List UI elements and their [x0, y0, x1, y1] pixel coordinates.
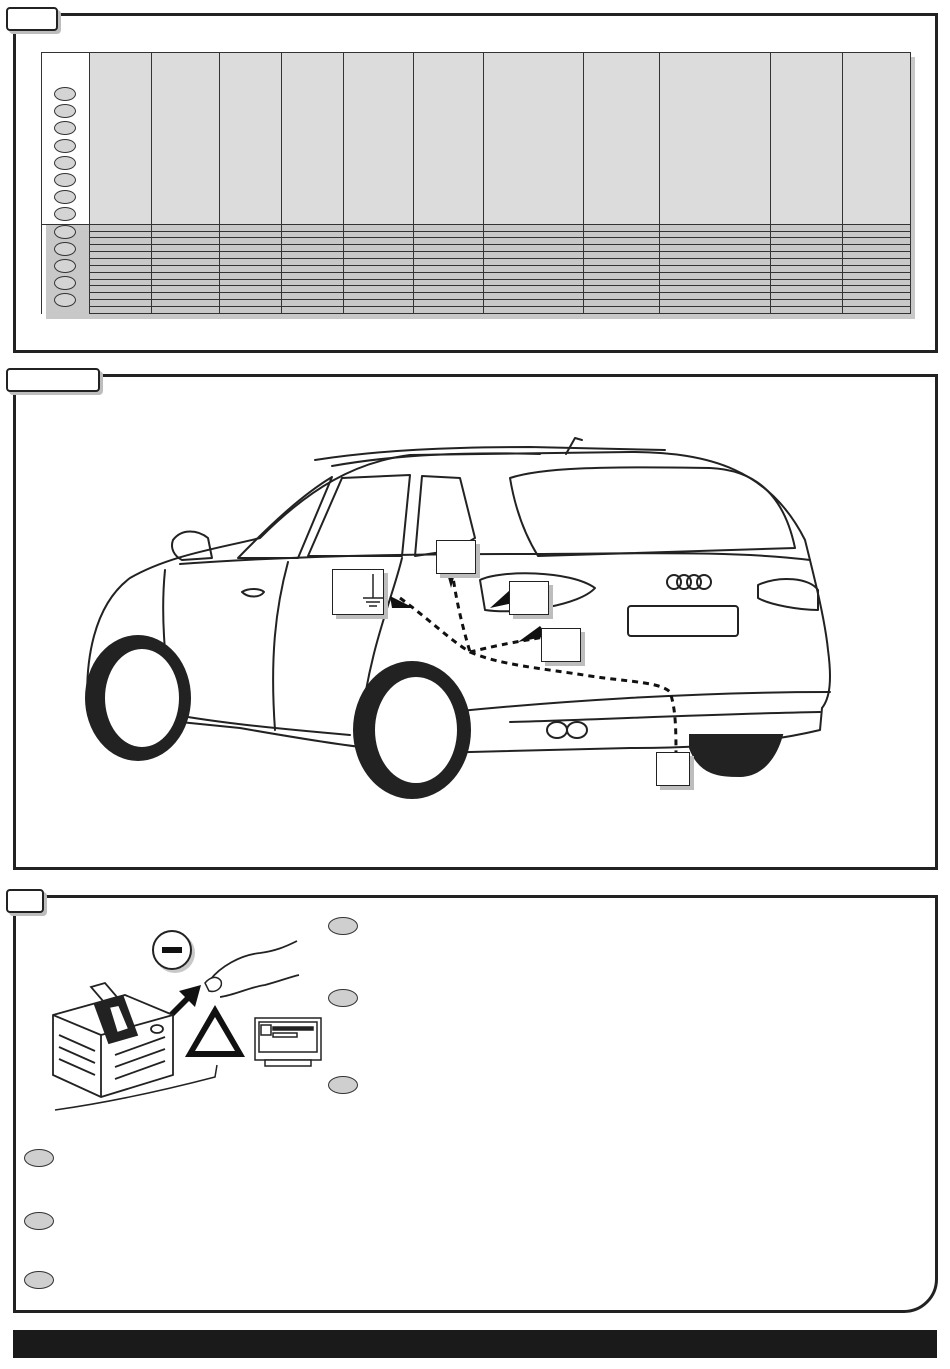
table-cell — [660, 293, 771, 300]
table-cell — [152, 279, 220, 286]
table-row — [42, 224, 911, 231]
table-cell — [282, 259, 344, 266]
hand — [210, 941, 299, 997]
table-cell — [484, 231, 584, 238]
table-cell — [282, 293, 344, 300]
table-cell — [344, 286, 414, 293]
table-cell — [660, 245, 771, 252]
table-cell — [584, 231, 660, 238]
table-header-cell — [90, 53, 152, 225]
table-cell — [152, 300, 220, 307]
table-cell — [152, 231, 220, 238]
vehicle-diagram — [70, 430, 860, 800]
table-cell — [484, 300, 584, 307]
table-cell — [152, 238, 220, 245]
table-cell — [660, 224, 771, 231]
beltline — [180, 553, 810, 564]
table-cell — [584, 245, 660, 252]
table-cell — [484, 286, 584, 293]
row-marker — [54, 173, 76, 187]
table-row — [42, 272, 911, 279]
table-cell — [660, 272, 771, 279]
table-header-cell — [771, 53, 843, 225]
table-cell — [843, 238, 911, 245]
table-row — [42, 307, 911, 314]
table-cell — [282, 279, 344, 286]
table-row — [42, 245, 911, 252]
table-cell — [484, 259, 584, 266]
table-cell — [282, 224, 344, 231]
step-marker — [328, 1076, 358, 1094]
warning-triangle-icon — [185, 1005, 245, 1057]
table-cell — [484, 272, 584, 279]
step-marker — [24, 1212, 54, 1230]
table-header-cell — [660, 53, 771, 225]
rear-bumper-line — [450, 692, 830, 712]
table-cell — [220, 252, 282, 259]
table-cell — [771, 307, 843, 314]
table-cell — [90, 252, 152, 259]
table-cell — [484, 245, 584, 252]
table-cell — [344, 259, 414, 266]
table-cell — [843, 265, 911, 272]
footer-bar — [13, 1330, 937, 1358]
table-cell — [220, 272, 282, 279]
table-cell — [220, 224, 282, 231]
callout-box-d — [656, 752, 690, 786]
table-cell — [484, 252, 584, 259]
table-cell — [660, 300, 771, 307]
table-cell — [771, 252, 843, 259]
minus-icon — [153, 931, 195, 973]
table-cell — [90, 272, 152, 279]
table-header-cell — [484, 53, 584, 225]
brand-rings-icon — [667, 575, 711, 589]
table-cell — [90, 293, 152, 300]
table-header-cell — [344, 53, 414, 225]
table-cell — [220, 259, 282, 266]
table-cell — [90, 300, 152, 307]
ground-icon — [333, 570, 385, 616]
table-cell — [843, 224, 911, 231]
table-cell — [344, 231, 414, 238]
table-header-cell — [584, 53, 660, 225]
table-cell — [414, 293, 484, 300]
table-cell — [584, 293, 660, 300]
table-cell — [220, 238, 282, 245]
table-cell — [484, 238, 584, 245]
step-marker — [24, 1149, 54, 1167]
row-marker — [54, 139, 76, 153]
table-cell — [152, 224, 220, 231]
table-cell — [152, 286, 220, 293]
table-cell — [152, 252, 220, 259]
table-cell — [282, 252, 344, 259]
table-cell — [584, 238, 660, 245]
table-cell — [584, 252, 660, 259]
table-cell — [771, 224, 843, 231]
table-cell — [344, 307, 414, 314]
table-cell — [414, 286, 484, 293]
table-cell — [152, 293, 220, 300]
table-cell — [90, 238, 152, 245]
table-cell — [152, 259, 220, 266]
rear-left-wheel — [354, 662, 470, 798]
table-cell — [414, 259, 484, 266]
table-cell — [282, 231, 344, 238]
table-cell — [344, 293, 414, 300]
table-cell — [771, 265, 843, 272]
battery-icon — [53, 983, 173, 1097]
table-cell — [220, 245, 282, 252]
table-cell — [584, 286, 660, 293]
table-cell — [344, 272, 414, 279]
table-header-cell — [843, 53, 911, 225]
table-cell — [584, 272, 660, 279]
table-cell — [771, 245, 843, 252]
table-cell — [584, 300, 660, 307]
rear-diffuser — [510, 712, 820, 722]
table-cell — [344, 265, 414, 272]
table-cell — [843, 272, 911, 279]
table-cell — [771, 259, 843, 266]
table-cell — [484, 224, 584, 231]
table-cell — [344, 238, 414, 245]
step-marker — [328, 917, 358, 935]
row-marker — [54, 156, 76, 170]
roof-antenna — [566, 438, 582, 454]
side-mirror — [172, 532, 212, 561]
callout-box-ground — [332, 569, 384, 615]
table-cell — [843, 245, 911, 252]
table-cell — [584, 265, 660, 272]
table-cell — [220, 265, 282, 272]
callout-box-c — [541, 628, 581, 662]
table-cell — [282, 286, 344, 293]
table-cell — [484, 279, 584, 286]
callout-box-a — [436, 540, 476, 574]
table-cell — [220, 307, 282, 314]
table-row — [42, 259, 911, 266]
table-header-cell — [414, 53, 484, 225]
table-header-cell — [220, 53, 282, 225]
right-tail-light — [758, 579, 818, 610]
display-unit-icon — [255, 1018, 321, 1066]
table-cell — [584, 307, 660, 314]
table-cell — [660, 307, 771, 314]
table-cell — [90, 259, 152, 266]
table-cell — [771, 231, 843, 238]
table-cell — [90, 265, 152, 272]
table-cell — [344, 252, 414, 259]
table-cell — [414, 300, 484, 307]
table-cell — [660, 265, 771, 272]
table-cell — [584, 279, 660, 286]
table-cell — [843, 300, 911, 307]
table-cell — [771, 272, 843, 279]
table-cell — [484, 307, 584, 314]
table-cell — [843, 231, 911, 238]
table-header-row — [42, 53, 911, 225]
step-marker — [328, 989, 358, 1007]
exhaust-tip-right — [567, 722, 587, 738]
table-cell — [584, 224, 660, 231]
table-cell — [414, 245, 484, 252]
table-cell — [414, 252, 484, 259]
callout-box-b — [509, 581, 549, 615]
table-cell — [414, 279, 484, 286]
table-cell — [414, 307, 484, 314]
table-row — [42, 279, 911, 286]
exhaust-tip-left — [547, 722, 567, 738]
table-row — [42, 265, 911, 272]
table-cell — [771, 279, 843, 286]
table-cell — [220, 300, 282, 307]
row-marker — [54, 225, 76, 239]
table-cell — [843, 293, 911, 300]
table-cell — [90, 245, 152, 252]
table-cell — [414, 272, 484, 279]
table-cell — [771, 238, 843, 245]
table-cell — [414, 265, 484, 272]
table-cell — [152, 265, 220, 272]
table-cell — [344, 300, 414, 307]
table-cell — [484, 265, 584, 272]
table-cell — [220, 293, 282, 300]
table-cell — [282, 245, 344, 252]
table-row — [42, 231, 911, 238]
table-header-cell — [152, 53, 220, 225]
table-cell — [771, 300, 843, 307]
table-cell — [660, 231, 771, 238]
table-cell — [414, 224, 484, 231]
table-cell — [152, 307, 220, 314]
table-cell — [584, 259, 660, 266]
table-cell — [660, 279, 771, 286]
table-cell — [843, 286, 911, 293]
table-header-cell — [282, 53, 344, 225]
table-cell — [843, 259, 911, 266]
section-1-tab — [6, 7, 58, 31]
table-cell — [414, 238, 484, 245]
table-cell — [220, 279, 282, 286]
row-marker — [54, 259, 76, 273]
table-cell — [220, 286, 282, 293]
table-cell — [660, 286, 771, 293]
table-cell — [843, 307, 911, 314]
table-cell — [484, 293, 584, 300]
rear-door-line — [273, 562, 288, 730]
table-cell — [414, 231, 484, 238]
table-cell — [771, 286, 843, 293]
table-cell — [90, 279, 152, 286]
table-cell — [660, 252, 771, 259]
table-cell — [660, 259, 771, 266]
row-marker — [54, 87, 76, 101]
step-marker — [24, 1271, 54, 1289]
section-2-tab — [6, 368, 100, 392]
table-cell — [344, 245, 414, 252]
table-cell — [152, 245, 220, 252]
roof-rail — [332, 453, 540, 466]
row-marker — [54, 242, 76, 256]
table-cell — [660, 238, 771, 245]
table-row — [42, 286, 911, 293]
table-cell — [843, 252, 911, 259]
table-cell — [344, 279, 414, 286]
table-cell — [282, 265, 344, 272]
table-row — [42, 252, 911, 259]
table-cell — [90, 307, 152, 314]
table-cell — [282, 238, 344, 245]
table-row — [42, 300, 911, 307]
table-cell — [152, 272, 220, 279]
table-row — [42, 238, 911, 245]
rear-right-wheel — [690, 735, 782, 776]
table-row — [42, 293, 911, 300]
table-cell — [90, 224, 152, 231]
door-handle — [242, 589, 264, 597]
table-cell — [344, 224, 414, 231]
table-cell — [771, 293, 843, 300]
table-cell — [90, 286, 152, 293]
table-cell — [282, 272, 344, 279]
table-cell — [282, 307, 344, 314]
table-cell — [843, 279, 911, 286]
table-cell — [90, 231, 152, 238]
data-table — [41, 52, 911, 314]
license-plate — [628, 606, 738, 636]
section-3-tab — [6, 889, 44, 913]
battery-disconnect-illustration — [45, 925, 335, 1115]
front-wheel — [86, 636, 190, 760]
table-cell — [220, 231, 282, 238]
table-cell — [282, 300, 344, 307]
row-marker-cell — [42, 307, 90, 314]
